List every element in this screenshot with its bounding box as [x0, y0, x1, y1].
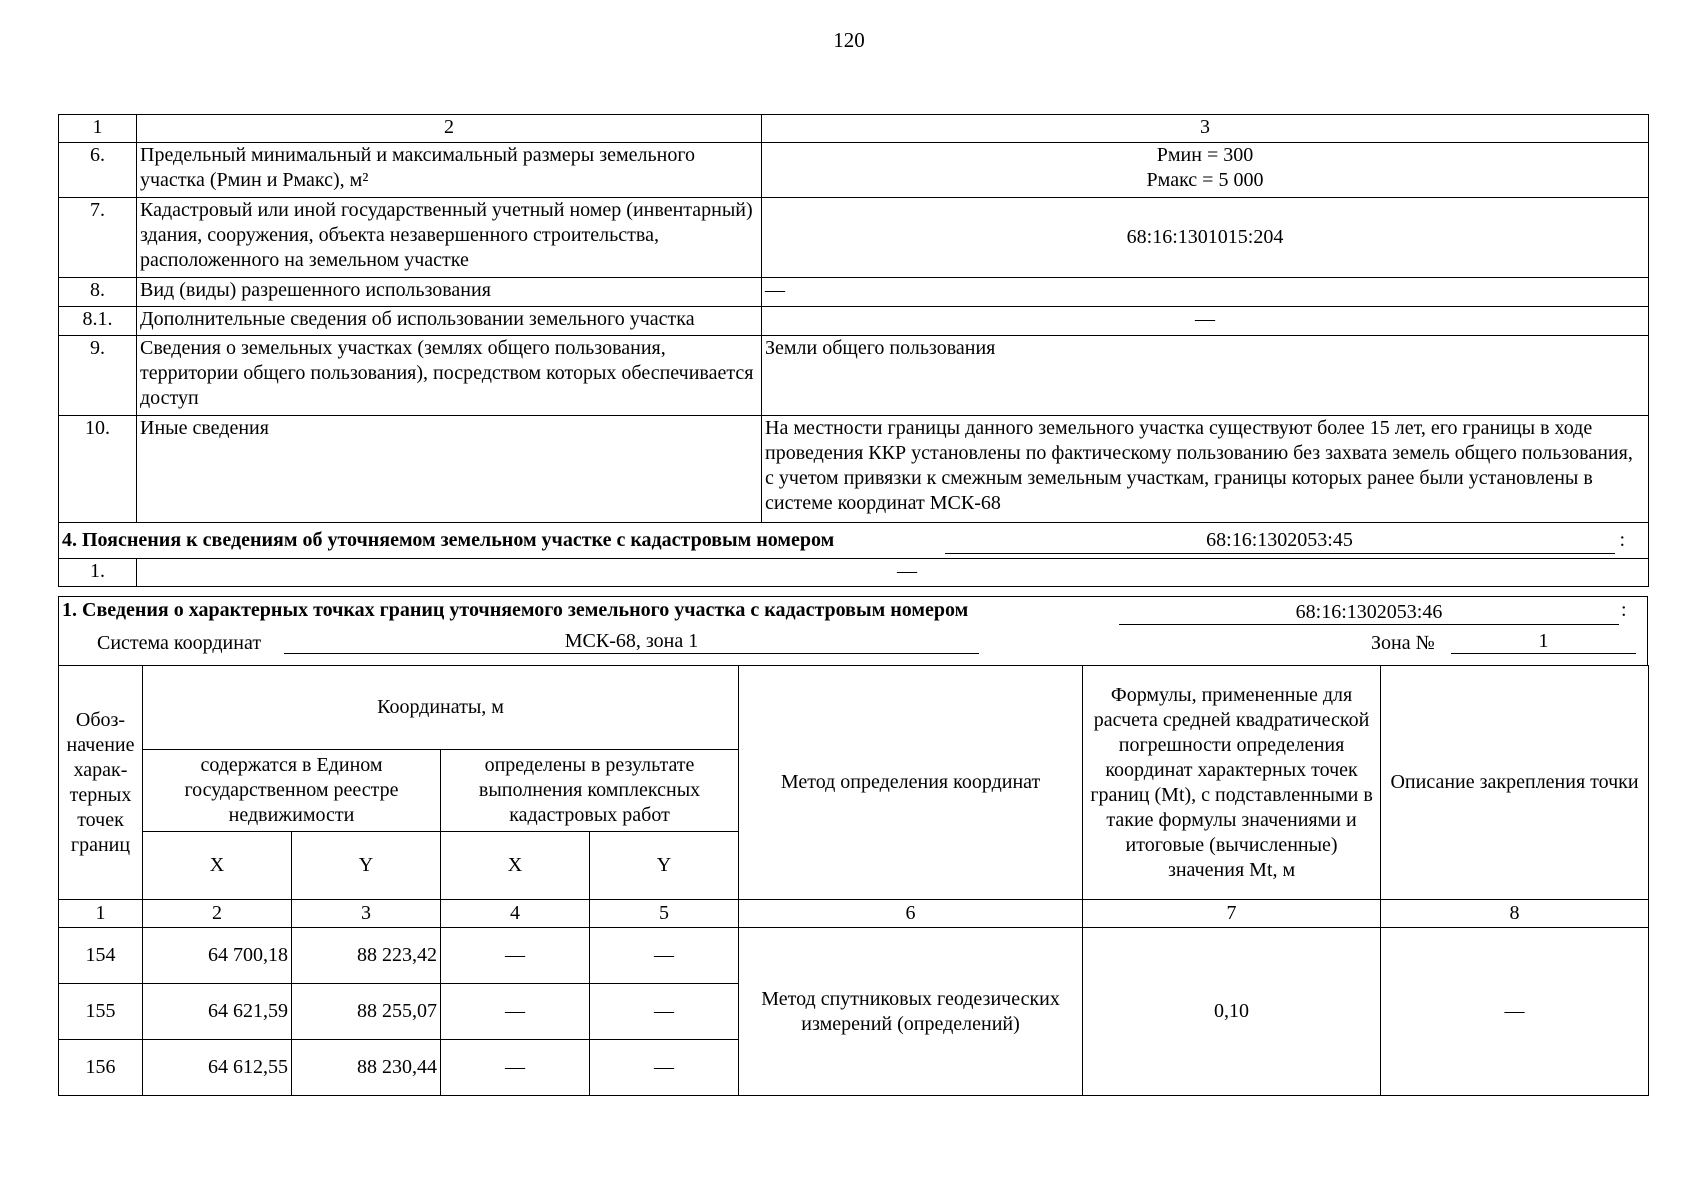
table-row — [59, 278, 1649, 307]
header-col-2: 2 — [137, 115, 762, 143]
y2-header: Y — [590, 832, 739, 900]
col-num: 6 — [739, 900, 1083, 928]
kkr-header: определены в результате выполнения комплексных кадастровых работ — [441, 750, 739, 832]
col-num: 4 — [441, 900, 590, 928]
value-line: Рмин = 300 — [1156, 144, 1254, 166]
y2-value: — — [590, 984, 739, 1040]
row-name: Предельный минимальный и максимальный размеры земельного участка (Рмин и Рмакс), м² — [137, 143, 762, 198]
section4-item-row — [59, 559, 1649, 587]
row-number: 9. — [59, 336, 137, 416]
header-col-1: 1 — [59, 115, 137, 143]
row-number: 6. — [59, 143, 137, 198]
section1-colon: : — [1621, 599, 1627, 621]
section4-row — [59, 523, 1649, 559]
point-id: 155 — [59, 984, 143, 1040]
method-value: Метод спутниковых геодезических измерений (определений) — [739, 928, 1083, 1096]
header-col-3: 3 — [762, 115, 1649, 143]
table-row — [59, 143, 1649, 198]
row-number: 7. — [59, 198, 137, 278]
col-num: 2 — [143, 900, 292, 928]
value-line: Рмакс = 5 000 — [1146, 169, 1264, 191]
row-number: 10. — [59, 416, 137, 523]
description-value: — — [1381, 928, 1649, 1096]
coord-system-value: МСК-68, зона 1 — [284, 630, 979, 654]
col-num: 1 — [59, 900, 143, 928]
row-name: Дополнительные сведения об использовании земельного участка — [137, 307, 762, 336]
table-row — [59, 198, 1649, 278]
table-row — [59, 336, 1649, 416]
y2-value: — — [590, 1040, 739, 1096]
row-name: Кадастровый или иной государственный учетный номер (инвентарный) здания, сооружения, объекта незавершенного строительства, расположенного на земельном участке — [137, 198, 762, 278]
formula-header: Формулы, примененные для расчета средней квадратической погрешности определения координат характерных точек границ (Mt), с подставленными в такие формулы значениями и итоговые (вычисленные) значения Mt, м — [1083, 666, 1381, 900]
egrn-header: содержатся в Едином государственном реестре недвижимости — [143, 750, 441, 832]
x2-value: — — [441, 928, 590, 984]
y-header: Y — [292, 832, 441, 900]
x2-value: — — [441, 984, 590, 1040]
point-id: 154 — [59, 928, 143, 984]
table-row — [59, 307, 1649, 336]
page-number: 120 — [833, 28, 865, 52]
section1-title-row — [58, 596, 1648, 626]
header-row-1 — [59, 666, 1649, 750]
row-number: 8. — [59, 278, 137, 307]
row-value: — — [762, 278, 1649, 307]
y2-value: — — [590, 928, 739, 984]
row-value — [137, 559, 1649, 587]
table-header-row — [59, 115, 1649, 143]
section4-value-cell — [762, 523, 1649, 559]
coord-system-label: Система координат — [97, 632, 262, 654]
col-num: 5 — [590, 900, 739, 928]
zone-label: Зона № — [1371, 632, 1435, 654]
x-value: 64 700,18 — [143, 928, 292, 984]
row-value: На местности границы данного земельного участка существуют более 15 лет, его границы в ходе проведения ККР установлены по фактическому пользованию без захвата земель общего пользования, с учетом привязки к смежным земельным участкам, границы которых ранее были установлены в системе координат МСК-68 — [762, 416, 1649, 523]
row-value: Земли общего пользования — [762, 336, 1649, 416]
col-num: 3 — [292, 900, 441, 928]
mt-value: 0,10 — [1083, 928, 1381, 1096]
y-value: 88 230,44 — [292, 1040, 441, 1096]
point-id: 156 — [59, 1040, 143, 1096]
table-row — [59, 416, 1649, 523]
col-num: 8 — [1381, 900, 1649, 928]
x2-header: X — [441, 832, 590, 900]
column-numbers-row — [59, 900, 1649, 928]
row-name: Иные сведения — [137, 416, 762, 523]
row-value: — — [762, 307, 1649, 336]
x-value: 64 621,59 — [143, 984, 292, 1040]
row-name: Вид (виды) разрешенного использования — [137, 278, 762, 307]
row-number: 1. — [59, 559, 137, 587]
designation-header: Обоз- начение харак- терных точек границ — [59, 666, 143, 900]
section4-title: 4. Пояснения к сведениям об уточняемом земельном участке с кадастровым номером — [59, 523, 762, 559]
y-value: 88 223,42 — [292, 928, 441, 984]
coords-header: Координаты, м — [143, 666, 739, 750]
x2-value: — — [441, 1040, 590, 1096]
y-value: 88 255,07 — [292, 984, 441, 1040]
row-name: Сведения о земельных участках (землях общего пользования, территории общего пользования), посредством которых обеспечивается доступ — [137, 336, 762, 416]
x-value: 64 612,55 — [143, 1040, 292, 1096]
coord-system-row — [58, 626, 1648, 665]
dash-value: — — [897, 560, 917, 582]
col-num: 7 — [1083, 900, 1381, 928]
row-value — [762, 143, 1649, 198]
section1-cadastral-number: 68:16:1302053:46 — [1119, 601, 1619, 625]
description-header: Описание закрепления точки — [1381, 666, 1649, 900]
section1-title: 1. Сведения о характерных точках границ уточняемого земельного участка с кадастровым номером — [62, 599, 969, 621]
zone-value: 1 — [1451, 630, 1636, 654]
land-info-table — [58, 114, 1649, 587]
section4-colon: : — [1619, 528, 1626, 551]
x-header: X — [143, 832, 292, 900]
section4-cadastral-number: 68:16:1302053:45 — [945, 528, 1615, 554]
table-row — [59, 928, 1649, 984]
boundary-points-table — [58, 665, 1649, 1096]
row-value: 68:16:1301015:204 — [762, 198, 1649, 278]
row-number: 8.1. — [59, 307, 137, 336]
method-header: Метод определения координат — [739, 666, 1083, 900]
